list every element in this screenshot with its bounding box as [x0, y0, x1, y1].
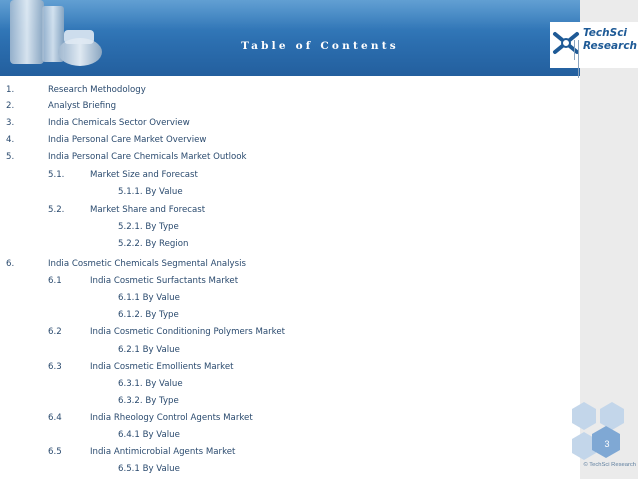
divider-line: [574, 40, 575, 60]
toc-entry: [48, 205, 64, 215]
toc-entry: [6, 152, 14, 162]
toc-number: 6.: [6, 259, 15, 269]
toc-subentry-label: 6.3.1. By Value: [118, 379, 183, 389]
toc-entry-label: India Rheology Control Agents Market: [90, 413, 253, 423]
divider-line: [578, 40, 579, 78]
toc-subentry-label: 6.5.1 By Value: [118, 464, 180, 474]
toc-entry: [6, 101, 14, 111]
hexagon-decoration-icon: [560, 400, 638, 464]
toc-entry: [6, 118, 14, 128]
toc-entry: [6, 259, 14, 269]
copyright-text: © TechSci Research: [583, 462, 636, 468]
toc-number: 6.5: [48, 447, 62, 457]
toc-entry: [6, 85, 14, 95]
toc-entry: [48, 276, 62, 286]
toc-entry-label: India Personal Care Market Overview: [48, 135, 207, 145]
toc-entry-label: Market Share and Forecast: [90, 205, 206, 215]
toc-number: 6.2: [48, 327, 62, 337]
toc-subentry-label: 6.1.1 By Value: [118, 293, 180, 303]
toc-number: 4.: [6, 135, 15, 145]
toc-entry: [6, 135, 14, 145]
toc-subentry-label: 6.1.2. By Type: [118, 310, 179, 320]
toc-number: 6.4: [48, 413, 62, 423]
toc-number: 1.: [6, 85, 15, 95]
toc-subentry-label: 6.3.2. By Type: [118, 396, 179, 406]
logo-text-line1: TechSci: [583, 27, 628, 39]
toc-subentry-label: 6.4.1 By Value: [118, 430, 180, 440]
toc-entry-label: India Cosmetic Chemicals Segmental Analysis: [48, 259, 246, 269]
toc-entry-label: Analyst Briefing: [48, 101, 117, 111]
toc-entry: [48, 170, 64, 180]
toc-entry: [48, 447, 62, 457]
page-number: 3: [604, 439, 610, 449]
toc-subentry-label: 6.2.1 By Value: [118, 345, 180, 355]
toc-entry-label: India Personal Care Chemicals Market Outlook: [48, 152, 247, 162]
toc-number: 5.1.: [48, 170, 65, 180]
page-title: Table of Contents: [241, 40, 399, 52]
toc-number: 5.2.: [48, 205, 65, 215]
toc-entry: [48, 413, 62, 423]
toc-entry-label: Market Size and Forecast: [90, 170, 198, 180]
logo-text-line2: Research: [583, 40, 638, 52]
toc-entry-label: India Antimicrobial Agents Market: [90, 447, 236, 457]
toc-number: 3.: [6, 118, 15, 128]
cosmetic-bottles-image: [0, 0, 110, 80]
toc-subentry-label: 5.2.2. By Region: [118, 239, 189, 249]
toc-number: 5.: [6, 152, 15, 162]
toc-entry-label: India Cosmetic Emollients Market: [90, 362, 234, 372]
toc-entry: [48, 327, 62, 337]
toc-number: 6.1: [48, 276, 62, 286]
toc-subentry-label: 5.2.1. By Type: [118, 222, 179, 232]
toc-entry: [48, 362, 62, 372]
techsci-logo-icon: [552, 30, 580, 56]
toc-number: 6.3: [48, 362, 62, 372]
toc-subentry-label: 5.1.1. By Value: [118, 187, 183, 197]
toc-entry-label: India Cosmetic Surfactants Market: [90, 276, 239, 286]
toc-entry-label: India Cosmetic Conditioning Polymers Market: [90, 327, 286, 337]
toc-number: 2.: [6, 101, 15, 111]
toc-entry-label: India Chemicals Sector Overview: [48, 118, 190, 128]
toc-entry-label: Research Methodology: [48, 85, 146, 95]
